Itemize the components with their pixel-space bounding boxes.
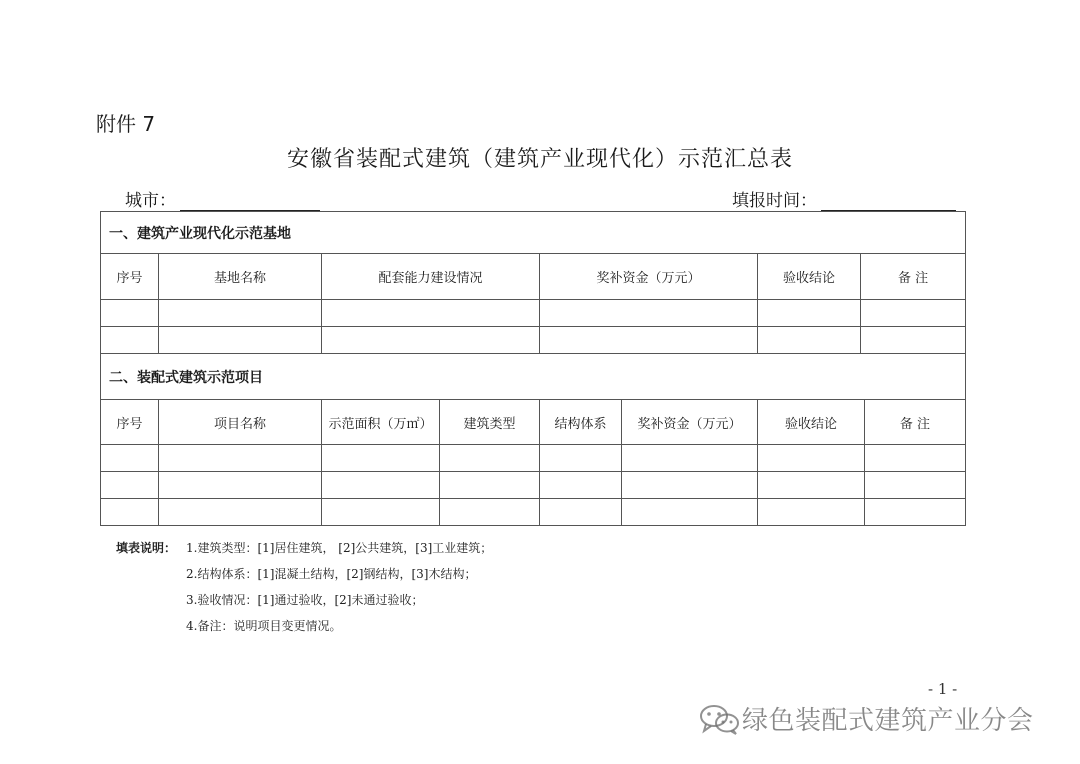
table-cell[interactable] <box>322 300 540 327</box>
table-row <box>101 300 966 327</box>
note-item: 4.备注：说明项目变更情况。 <box>186 619 342 633</box>
city-field <box>125 186 320 211</box>
table-cell[interactable] <box>101 300 159 327</box>
note-item: 3.验收情况：[1]通过验收，[2]未通过验收； <box>186 593 424 607</box>
table-cell[interactable] <box>540 445 622 472</box>
note-item: 1.建筑类型：[1]居住建筑， [2]公共建筑，[3]工业建筑； <box>186 541 493 555</box>
table-cell[interactable] <box>440 499 540 526</box>
section2-table <box>100 353 966 526</box>
table-cell[interactable] <box>758 499 865 526</box>
table-cell[interactable] <box>865 445 966 472</box>
section2-col-header: 备 注 <box>865 400 966 445</box>
table-cell[interactable] <box>758 445 865 472</box>
table-cell[interactable] <box>101 327 159 354</box>
section2-col-header: 奖补资金（万元） <box>622 400 758 445</box>
table-cell[interactable] <box>865 472 966 499</box>
table-cell[interactable] <box>440 445 540 472</box>
table-cell[interactable] <box>540 472 622 499</box>
section2-header-row <box>101 400 966 445</box>
section2-col-header: 序号 <box>101 400 159 445</box>
notes-label: 填表说明： <box>116 541 177 555</box>
section1-col-header: 奖补资金（万元） <box>540 254 758 300</box>
section2-col-header: 验收结论 <box>758 400 865 445</box>
table-row <box>101 499 966 526</box>
table-cell[interactable] <box>159 445 322 472</box>
fill-time-field <box>732 186 956 211</box>
note-item: 2.结构体系：[1]混凝土结构，[2]钢结构，[3]木结构； <box>186 567 477 581</box>
watermark-text: 绿色装配式建筑产业分会 <box>742 706 1034 736</box>
table-cell[interactable] <box>322 327 540 354</box>
section2-heading: 二、装配式建筑示范项目 <box>101 354 966 400</box>
table-row <box>101 472 966 499</box>
page-number: - 1 - <box>928 680 958 698</box>
table-row <box>101 327 966 354</box>
city-label: 城市： <box>125 191 176 211</box>
fill-instructions <box>116 535 492 639</box>
table-cell[interactable] <box>322 445 440 472</box>
city-blank-line <box>180 190 320 211</box>
section1-col-header: 验收结论 <box>758 254 861 300</box>
section1-col-header: 基地名称 <box>159 254 322 300</box>
section2-col-header: 建筑类型 <box>440 400 540 445</box>
table-cell[interactable] <box>101 472 159 499</box>
attachment-label: 附件 7 <box>96 112 156 136</box>
section2-col-header: 项目名称 <box>159 400 322 445</box>
table-cell[interactable] <box>861 327 966 354</box>
table-cell[interactable] <box>540 300 758 327</box>
table-cell[interactable] <box>159 300 322 327</box>
section2-col-header: 示范面积（万㎡） <box>322 400 440 445</box>
section1-col-header: 备 注 <box>861 254 966 300</box>
fill-time-label: 填报时间： <box>732 191 817 211</box>
page-title: 安徽省装配式建筑（建筑产业现代化）示范汇总表 <box>286 147 793 172</box>
section2-col-header: 结构体系 <box>540 400 622 445</box>
fill-time-blank-line <box>821 190 956 211</box>
table-row <box>101 445 966 472</box>
table-cell[interactable] <box>758 472 865 499</box>
section1-col-header: 序号 <box>101 254 159 300</box>
table-cell[interactable] <box>540 499 622 526</box>
table-cell[interactable] <box>861 300 966 327</box>
section1-col-header: 配套能力建设情况 <box>322 254 540 300</box>
table-cell[interactable] <box>622 499 758 526</box>
table-cell[interactable] <box>101 445 159 472</box>
table-cell[interactable] <box>159 327 322 354</box>
table-cell[interactable] <box>622 472 758 499</box>
table-cell[interactable] <box>159 472 322 499</box>
table-cell[interactable] <box>322 472 440 499</box>
table-cell[interactable] <box>101 499 159 526</box>
watermark <box>698 700 1034 737</box>
section1-heading: 一、建筑产业现代化示范基地 <box>101 212 966 254</box>
table-cell[interactable] <box>622 445 758 472</box>
wechat-icon <box>698 702 742 736</box>
table-cell[interactable] <box>440 472 540 499</box>
section1-header-row <box>101 254 966 300</box>
table-cell[interactable] <box>758 300 861 327</box>
table-cell[interactable] <box>540 327 758 354</box>
table-cell[interactable] <box>758 327 861 354</box>
section1-table <box>100 211 966 354</box>
table-cell[interactable] <box>322 499 440 526</box>
table-cell[interactable] <box>865 499 966 526</box>
table-cell[interactable] <box>159 499 322 526</box>
